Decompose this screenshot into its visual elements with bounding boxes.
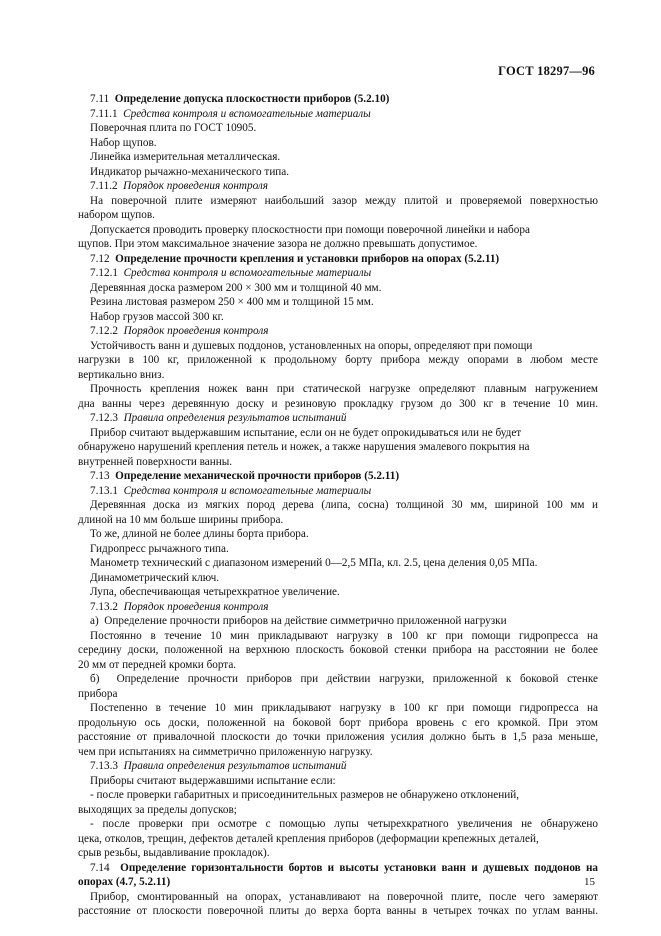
text-line — [90, 629, 598, 644]
text-line — [90, 136, 598, 151]
text-line — [78, 237, 598, 252]
body-text: 7.11 — [90, 93, 115, 105]
body-text: б) Определение прочности приборов при действии нагрузки, приложенной к боковой стенке — [90, 673, 598, 685]
body-text: Набор щупов. — [90, 136, 157, 149]
body-text: а) Определение прочности приборов на действие симметрично приложенной нагрузки — [90, 615, 507, 627]
subheading-text: Правила определения результатов испытаний — [123, 412, 347, 424]
text-line — [78, 904, 598, 919]
text-line — [90, 600, 598, 615]
text-line — [78, 455, 598, 470]
body-text: Гидропресс рычажного типа. — [90, 542, 229, 555]
body-text: - после проверки при осмотре с помощью лупы четырехкратного увеличения не обнаружено — [90, 818, 598, 830]
heading-text: Определение допуска плоскостности приборов (5.2.10) — [114, 93, 390, 105]
text-line — [90, 179, 598, 194]
text-line — [90, 484, 598, 499]
body-text: 20 мм от передней кромки борта. — [78, 658, 237, 671]
document-body — [78, 92, 598, 919]
body-text: Приборы считают выдержавшими испытание если: — [90, 774, 336, 787]
body-text: щупов. При этом максимальное значение зазора не должно превышать допустимое. — [78, 238, 478, 250]
body-text: 7.13.3 — [90, 760, 124, 772]
text-line — [90, 150, 598, 165]
document-header: ГОСТ 18297—96 — [498, 64, 595, 78]
body-text: срыв резьбы, выдавливание прокладок). — [78, 847, 270, 859]
body-text: Допускается проводить проверку плоскостности при помощи поверочной линейки и набора — [90, 223, 530, 236]
text-line — [90, 469, 598, 484]
text-line — [90, 542, 598, 557]
body-text: Линейка измерительная металлическая. — [90, 151, 281, 163]
body-text: середину доски, положенной на верхнюю плоскость боковой стенки прибора на расстоянии не более — [78, 644, 598, 656]
body-text: Лупа, обеспечивающая четырехкратное увеличение. — [90, 586, 340, 598]
text-line — [78, 440, 598, 455]
text-line — [78, 716, 598, 731]
text-line — [78, 745, 598, 760]
body-text: Деревянная доска из мягких пород дерева (липа, сосна) толщиной 30 мм, шириной 100 мм и — [90, 499, 598, 511]
text-line — [90, 295, 598, 310]
body-text: чем при испытаниях на симметрично приложенную нагрузку. — [78, 745, 373, 758]
body-text: Постепенно в течение 10 мин прикладывают нагрузку в 100 кг при помощи гидропресса на — [90, 702, 598, 714]
text-line — [78, 687, 598, 702]
text-line — [90, 339, 598, 354]
text-line — [90, 382, 598, 397]
text-line — [90, 527, 598, 542]
body-text: нагрузки в 100 кг, приложенной к продольному борту прибора между опорами в любом месте — [78, 354, 598, 366]
text-line — [78, 730, 598, 745]
body-text: дна ванны через деревянную доску и резиновую прокладку грузом до 300 кг в течение 10 мин. — [78, 397, 598, 410]
text-line — [90, 571, 598, 586]
text-line — [78, 658, 598, 673]
text-line — [78, 643, 598, 658]
text-line — [90, 585, 598, 600]
page-number: 15 — [584, 876, 595, 888]
text-line — [90, 121, 598, 136]
body-text: Прочность крепления ножек ванн при статической нагрузке определяют плавным нагружением — [90, 383, 598, 395]
text-line — [78, 875, 598, 890]
text-line — [90, 861, 598, 876]
body-text: 7.11.2 — [90, 180, 124, 192]
text-line — [90, 310, 598, 325]
text-line — [90, 774, 598, 789]
text-line — [78, 208, 598, 223]
subheading-text: Средства контроля и вспомогательные материалы — [123, 267, 372, 279]
body-text: цека, отколов, трещин, дефектов деталей крепления приборов (деформации крепежных деталей, — [78, 832, 539, 845]
body-text: Индикатор рычажно-механического типа. — [90, 165, 290, 178]
body-text: обнаружено нарушений крепления петель и ножек, а также нарушения эмалевого покрытия на — [78, 441, 530, 453]
body-text: 7.11.1 — [90, 107, 124, 120]
text-line — [90, 614, 598, 629]
body-text: 7.12.3 — [90, 412, 124, 424]
subheading-text: Средства контроля и вспомогательные материалы — [123, 107, 371, 120]
text-line — [90, 556, 598, 571]
text-line — [90, 194, 598, 209]
heading-text: Определение механической прочности приборов (5.2.11) — [115, 470, 400, 482]
body-text: Постоянно в течение 10 мин прикладывают нагрузку в 100 кг при помощи гидропресса на — [90, 629, 598, 642]
text-line — [78, 846, 598, 861]
body-text: То же, длиной не более длины борта прибора. — [90, 528, 309, 540]
text-line — [78, 803, 598, 818]
text-line — [90, 107, 598, 122]
body-text: 7.12.1 — [90, 267, 124, 279]
body-text: Деревянная доска размером 200 × 300 мм и толщиной 40 мм. — [90, 281, 382, 294]
subheading-text: Порядок проведения контроля — [123, 180, 269, 192]
body-text: набором щупов. — [78, 209, 155, 221]
body-text: Прибор, смонтированный на опорах, устанавливают на поверочной плите, после чего замеряют — [90, 890, 598, 903]
text-line — [78, 397, 598, 412]
body-text: расстояние от привалочной плоскости до точки приложения усилия должно быть в 1,5 раза меньше, — [78, 731, 598, 743]
text-line — [90, 817, 598, 832]
body-text: Набор грузов массой 300 кг. — [90, 310, 224, 323]
body-text: Динамометрический ключ. — [90, 571, 220, 584]
body-text: длиной на 10 мм больше ширины прибора. — [78, 513, 284, 526]
body-text: внутренней поверхности ванны. — [78, 455, 233, 468]
body-text: 7.13.2 — [90, 600, 124, 613]
body-text: 7.12 — [90, 252, 116, 265]
text-line — [90, 759, 598, 774]
body-text: расстояние от плоскости поверочной плиты до верха борта ванны в четырех точках по углам ванны. — [78, 905, 598, 917]
text-line — [90, 411, 598, 426]
subheading-text: Правила определения результатов испытаний — [123, 760, 347, 772]
text-line — [90, 223, 598, 238]
text-line — [90, 672, 598, 687]
body-text: 7.13 — [90, 470, 116, 482]
text-line — [78, 832, 598, 847]
text-line — [90, 252, 598, 267]
body-text: Поверочная плита по ГОСТ 10905. — [90, 122, 257, 134]
body-text: 7.14 — [90, 861, 121, 874]
body-text: Устойчивость ванн и душевых поддонов, установленных на опоры, определяют при помощи — [90, 339, 533, 352]
body-text: вертикально вниз. — [78, 368, 165, 381]
heading-text: Определение прочности крепления и установки приборов на опорах (5.2.11) — [115, 252, 500, 265]
text-line — [90, 324, 598, 339]
body-text: - после проверки габаритных и присоединительных размеров не обнаружено отклонений, — [90, 789, 519, 801]
text-line — [90, 281, 598, 296]
subheading-text: Порядок проведения контроля — [123, 600, 269, 613]
body-text: продольную ось доски, положенной на боковой борт прибора вровень с его кромкой. При этом — [78, 716, 598, 729]
text-line — [90, 92, 598, 107]
body-text: 7.12.2 — [90, 325, 124, 337]
body-text: На поверочной плите измеряют наибольший зазор между плитой и проверяемой поверхностью — [90, 194, 598, 207]
body-text: выходящих за пределы допусков; — [78, 803, 237, 816]
subheading-text: Средства контроля и вспомогательные материалы — [123, 484, 372, 497]
text-line — [78, 513, 598, 528]
text-line — [78, 353, 598, 368]
text-line — [90, 266, 598, 281]
text-line — [90, 165, 598, 180]
subheading-text: Порядок проведения контроля — [123, 325, 269, 337]
text-line — [90, 498, 598, 513]
heading-text: опорах (4.7, 5.2.11) — [78, 876, 171, 888]
text-line — [90, 426, 598, 441]
body-text: Манометр технический с диапазоном измерений 0—2,5 МПа, кл. 2.5, цена деления 0,05 МПа. — [90, 557, 538, 569]
body-text: Резина листовая размером 250 × 400 мм и толщиной 15 мм. — [90, 296, 374, 308]
text-line — [90, 890, 598, 905]
body-text: Прибор считают выдержавшим испытание, если он не будет опрокидываться или не будет — [90, 426, 522, 439]
heading-text: Определение горизонтальности бортов и высоты установки ванн и душевых поддонов на — [120, 861, 598, 874]
text-line — [78, 368, 598, 383]
text-line — [90, 701, 598, 716]
text-line — [90, 788, 598, 803]
body-text: 7.13.1 — [90, 484, 124, 497]
body-text: прибора — [78, 687, 118, 700]
